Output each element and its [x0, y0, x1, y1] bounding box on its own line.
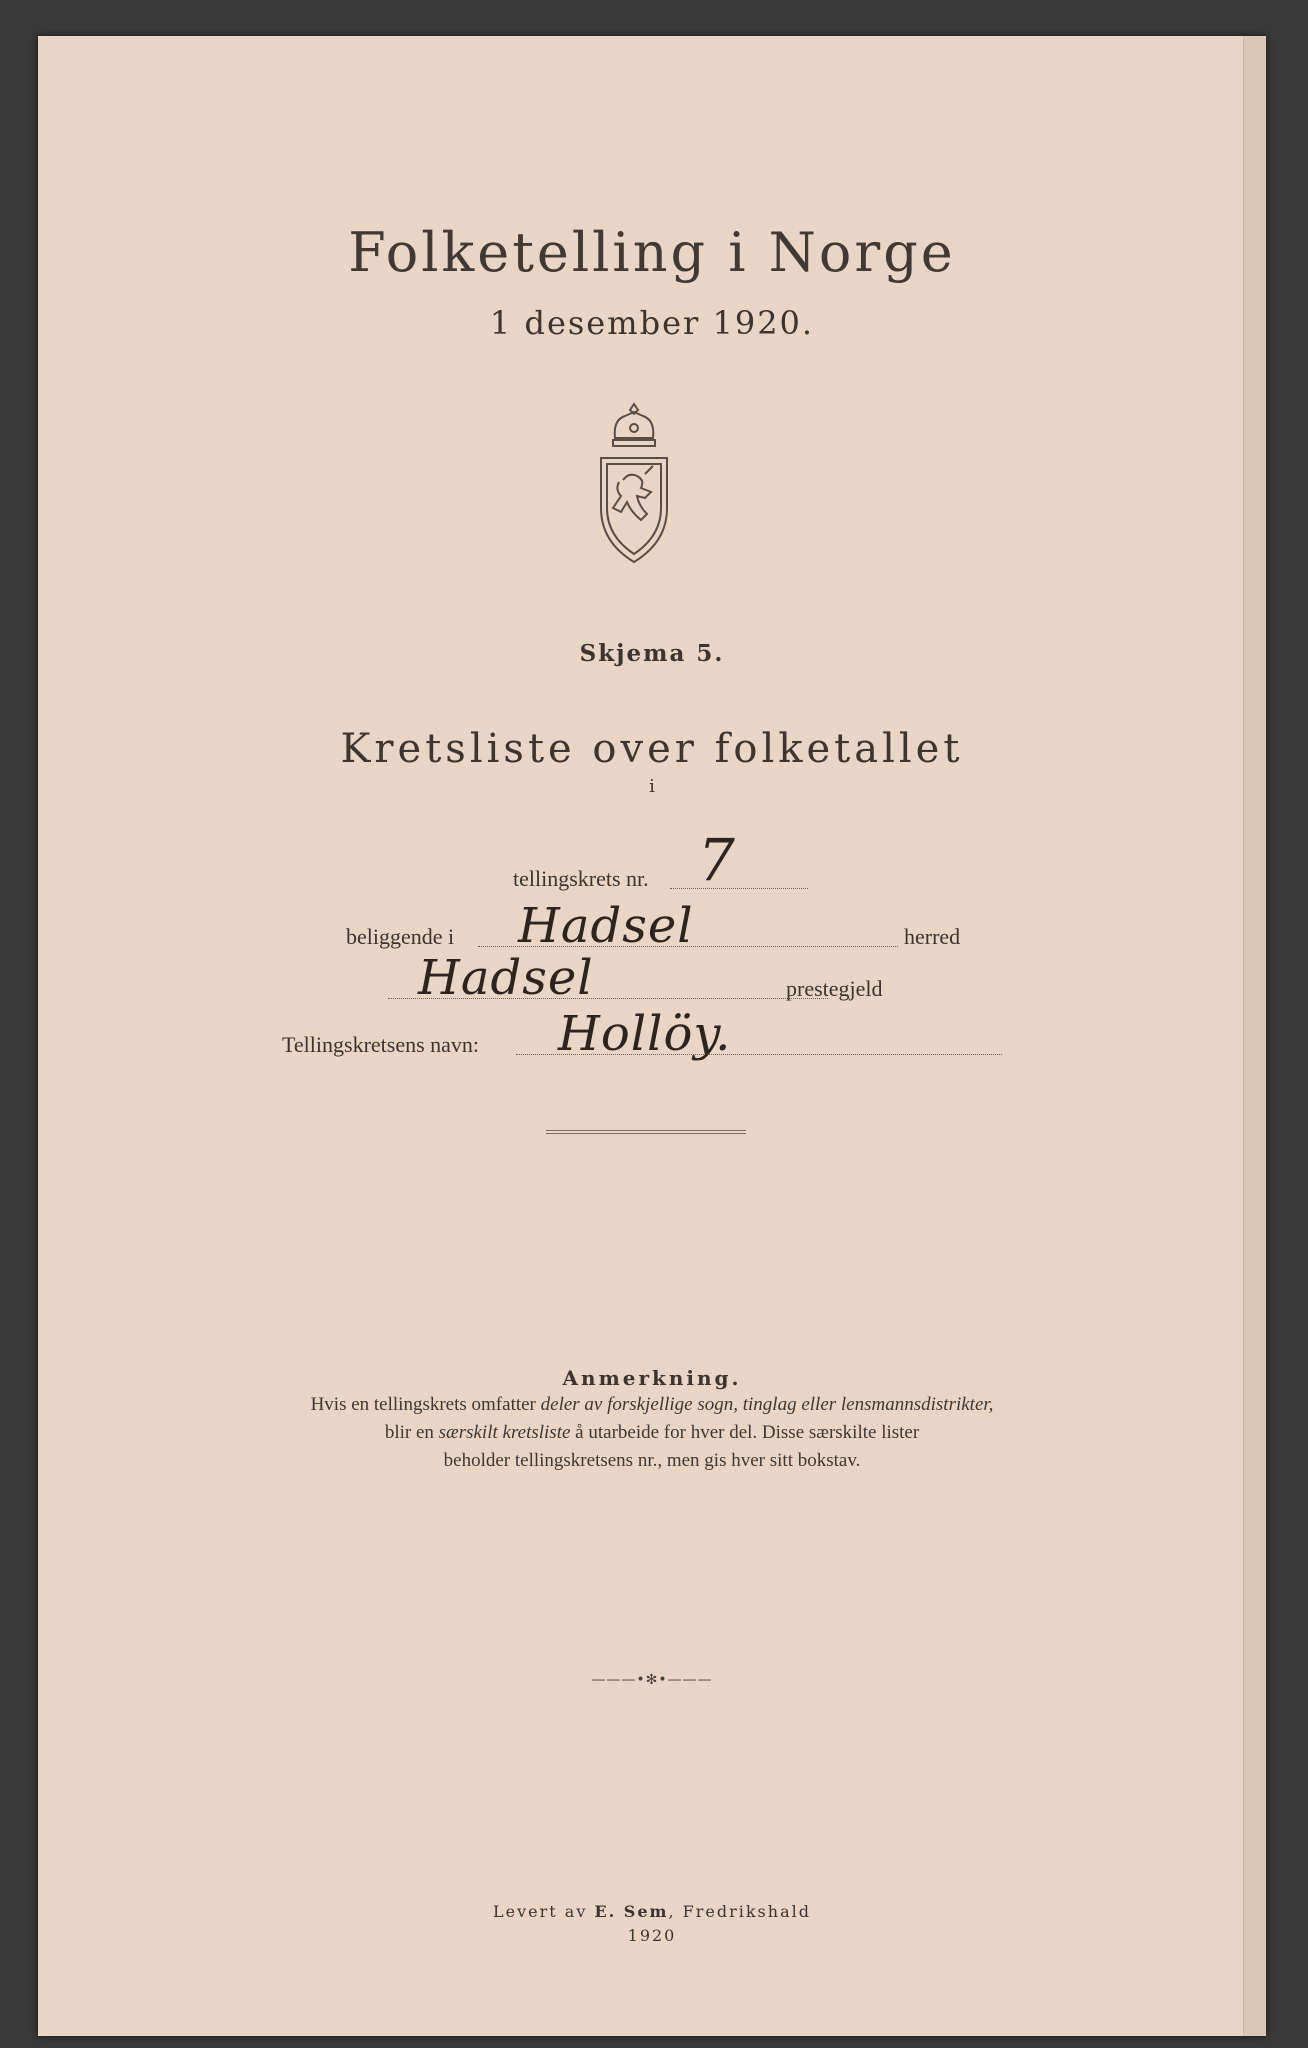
beliggende-label: beliggende i [346, 924, 455, 949]
form-heading: Kretsliste over folketallet [340, 726, 964, 772]
document-title: Folketelling i Norge [348, 221, 956, 284]
herred-value: Hadsel [518, 898, 694, 954]
norwegian-coat-of-arms-icon [593, 400, 675, 570]
navn-label: Tellingskretsens navn: [282, 1032, 480, 1057]
prestegjeld-label: prestegjeld [786, 976, 883, 1001]
printer-suffix: , Fredrikshald [668, 1902, 811, 1921]
krets-label: tellingskrets nr. [513, 866, 649, 891]
navn-value: Hollöy. [558, 1006, 732, 1062]
section-divider [546, 1130, 746, 1134]
printer-credit [38, 1902, 1266, 1921]
note-line-3: beholder tellingskretsens nr., men gis hver sitt bokstav. [443, 1450, 861, 1471]
note-line-2-italic: særskilt kretsliste [438, 1422, 571, 1443]
herred-label: herred [904, 924, 961, 949]
printer-name: E. Sem [594, 1902, 669, 1921]
note-line-2-plain-a: blir en [384, 1422, 439, 1443]
note-line-1-plain: Hvis en tellingskrets omfatter [310, 1394, 541, 1415]
ornament-divider: ———•✻•——— [591, 1672, 713, 1688]
note-line-2 [38, 1422, 1266, 1444]
document-page [38, 36, 1266, 2036]
note-line-1-italic: deler av forskjellige sogn, tinglag eller lensmannsdistrikter, [540, 1394, 994, 1415]
note-line-1 [38, 1394, 1266, 1416]
document-date: 1 desember 1920. [489, 304, 815, 342]
krets-value: 7 [698, 826, 736, 894]
printer-year: 1920 [627, 1926, 677, 1945]
printer-prefix: Levert av [493, 1902, 595, 1921]
note-line-2-plain-b: å utarbeide for hver del. Disse særskilte lister [570, 1422, 920, 1443]
note-heading: Anmerkning. [562, 1366, 742, 1390]
connector-text: i [649, 776, 655, 797]
prestegjeld-value: Hadsel [418, 950, 594, 1006]
schema-number: Skjema 5. [579, 640, 725, 667]
krets-line [670, 888, 808, 889]
